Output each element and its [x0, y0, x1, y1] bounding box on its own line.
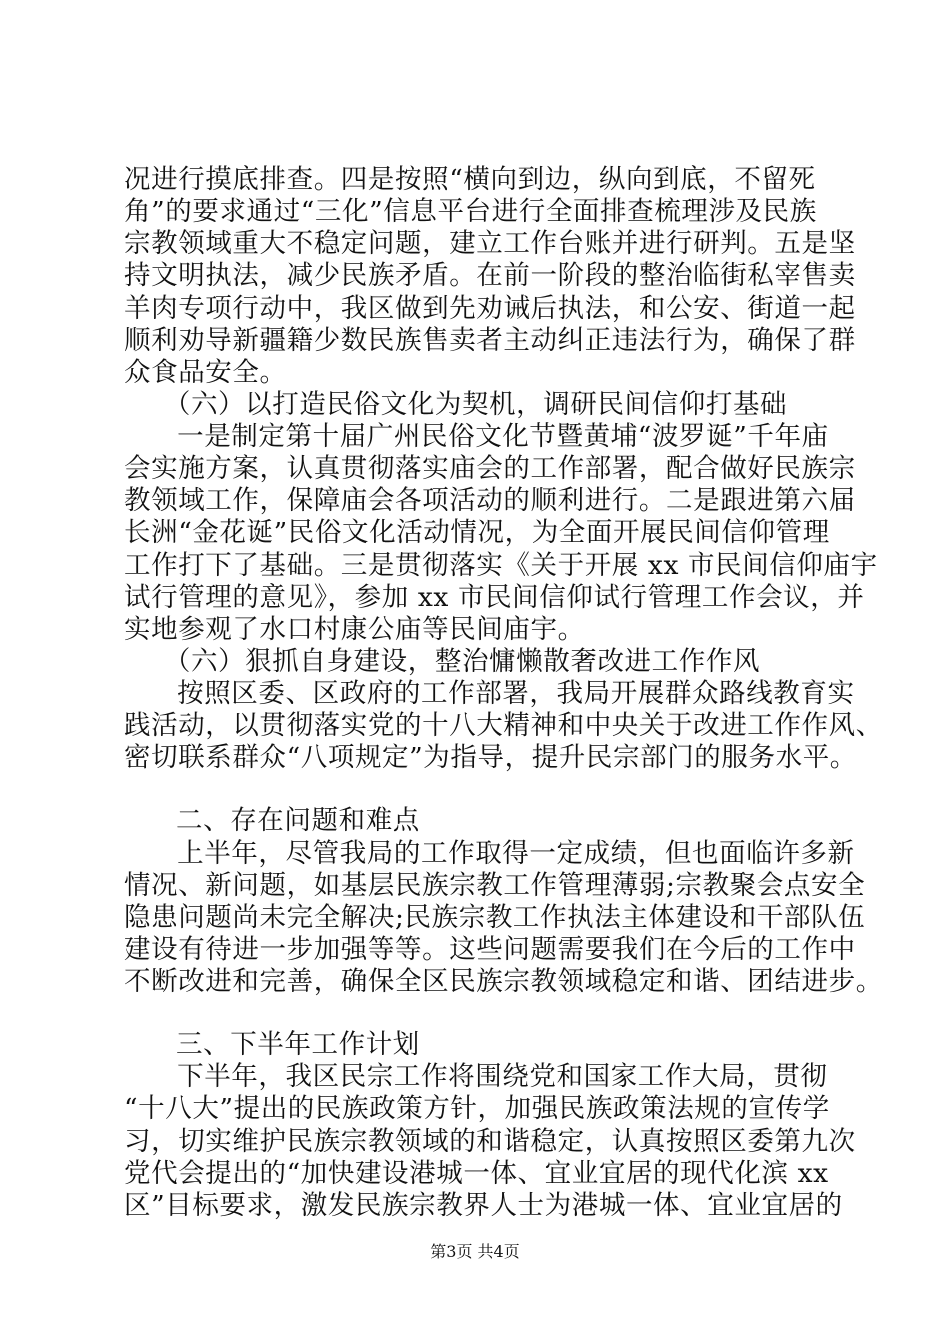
body-text-line: 密切联系群众“八项规定”为指导，提升民宗部门的服务水平。	[124, 742, 857, 774]
section-heading: 三、下半年工作计划	[176, 1029, 420, 1061]
body-text-line: 不断改进和完善，确保全区民族宗教领域稳定和谐、团结进步。	[124, 966, 883, 998]
body-text-line: 习，切实维护民族宗教领域的和谐稳定，认真按照区委第九次	[124, 1125, 856, 1157]
body-text-line: 顺利劝导新疆籍少数民族售卖者主动纠正违法行为，确保了群	[124, 324, 856, 356]
section-heading: （六）以打造民俗文化为契机，调研民间信仰打基础	[150, 388, 788, 420]
body-text-line: 按照区委、区政府的工作部署，我局开展群众路线教育实	[150, 678, 855, 709]
body-text-line: 众食品安全。	[124, 356, 287, 388]
body-text-line: 工作打下了基础。三是贯彻落实《关于开展 xx 市民间信仰庙宇	[124, 549, 878, 581]
body-text-line: 持文明执法，减少民族矛盾。在前一阶段的整治临街私宰售卖	[124, 260, 856, 292]
body-text-line: 实地参观了水口村康公庙等民间庙宇。	[124, 613, 585, 645]
body-text-line: 践活动，以贯彻落实党的十八大精神和中央关于改进工作作风、	[124, 710, 883, 742]
body-text-line: 羊肉专项行动中，我区做到先劝诫后执法，和公安、街道一起	[124, 292, 856, 324]
page-number-footer: 第3页 共4页	[430, 1242, 520, 1261]
body-text-line: 一是制定第十届广州民俗文化节暨黄埔“波罗诞”千年庙	[150, 421, 829, 452]
section-heading: （六）狠抓自身建设，整治慵懒散奢改进工作作风	[150, 645, 761, 677]
body-text-line: 下半年，我区民宗工作将围绕党和国家工作大局，贯彻	[150, 1061, 828, 1093]
body-text-line: 况进行摸底排查。四是按照“横向到边，纵向到底，不留死	[124, 164, 816, 195]
body-text-line: 上半年，尽管我局的工作取得一定成绩，但也面临许多新	[150, 837, 855, 869]
body-text-line: 试行管理的意见》，参加 xx 市民间信仰试行管理工作会议，并	[124, 581, 865, 613]
body-text-line: 角”的要求通过“三化”信息平台进行全面排查梳理涉及民族	[124, 196, 817, 228]
body-text-line: 区”目标要求，激发民族宗教界人士为港城一体、宜业宜居的	[124, 1189, 843, 1221]
body-text-line: 隐患问题尚未完全解决;民族宗教工作执法主体建设和干部队伍	[124, 901, 866, 933]
body-text-line: 长洲“金花诞”民俗文化活动情况，为全面开展民间信仰管理	[124, 517, 830, 549]
body-text-line: 宗教领域重大不稳定问题，建立工作台账并进行研判。五是坚	[124, 228, 856, 260]
body-text-line: 建设有待进一步加强等等。这些问题需要我们在今后的工作中	[124, 933, 856, 965]
section-heading: 二、存在问题和难点	[176, 805, 420, 837]
body-text-line: 党代会提出的“加快建设港城一体、宜业宜居的现代化滨 xx	[124, 1157, 829, 1189]
body-text-line: 会实施方案，认真贯彻落实庙会的工作部署，配合做好民族宗	[124, 453, 856, 485]
body-text-line: “十八大”提出的民族政策方针，加强民族政策法规的宣传学	[124, 1093, 830, 1125]
body-text-line: 情况、新问题，如基层民族宗教工作管理薄弱;宗教聚会点安全	[124, 869, 866, 901]
body-text-line: 教领域工作，保障庙会各项活动的顺利进行。二是跟进第六届	[124, 485, 856, 517]
